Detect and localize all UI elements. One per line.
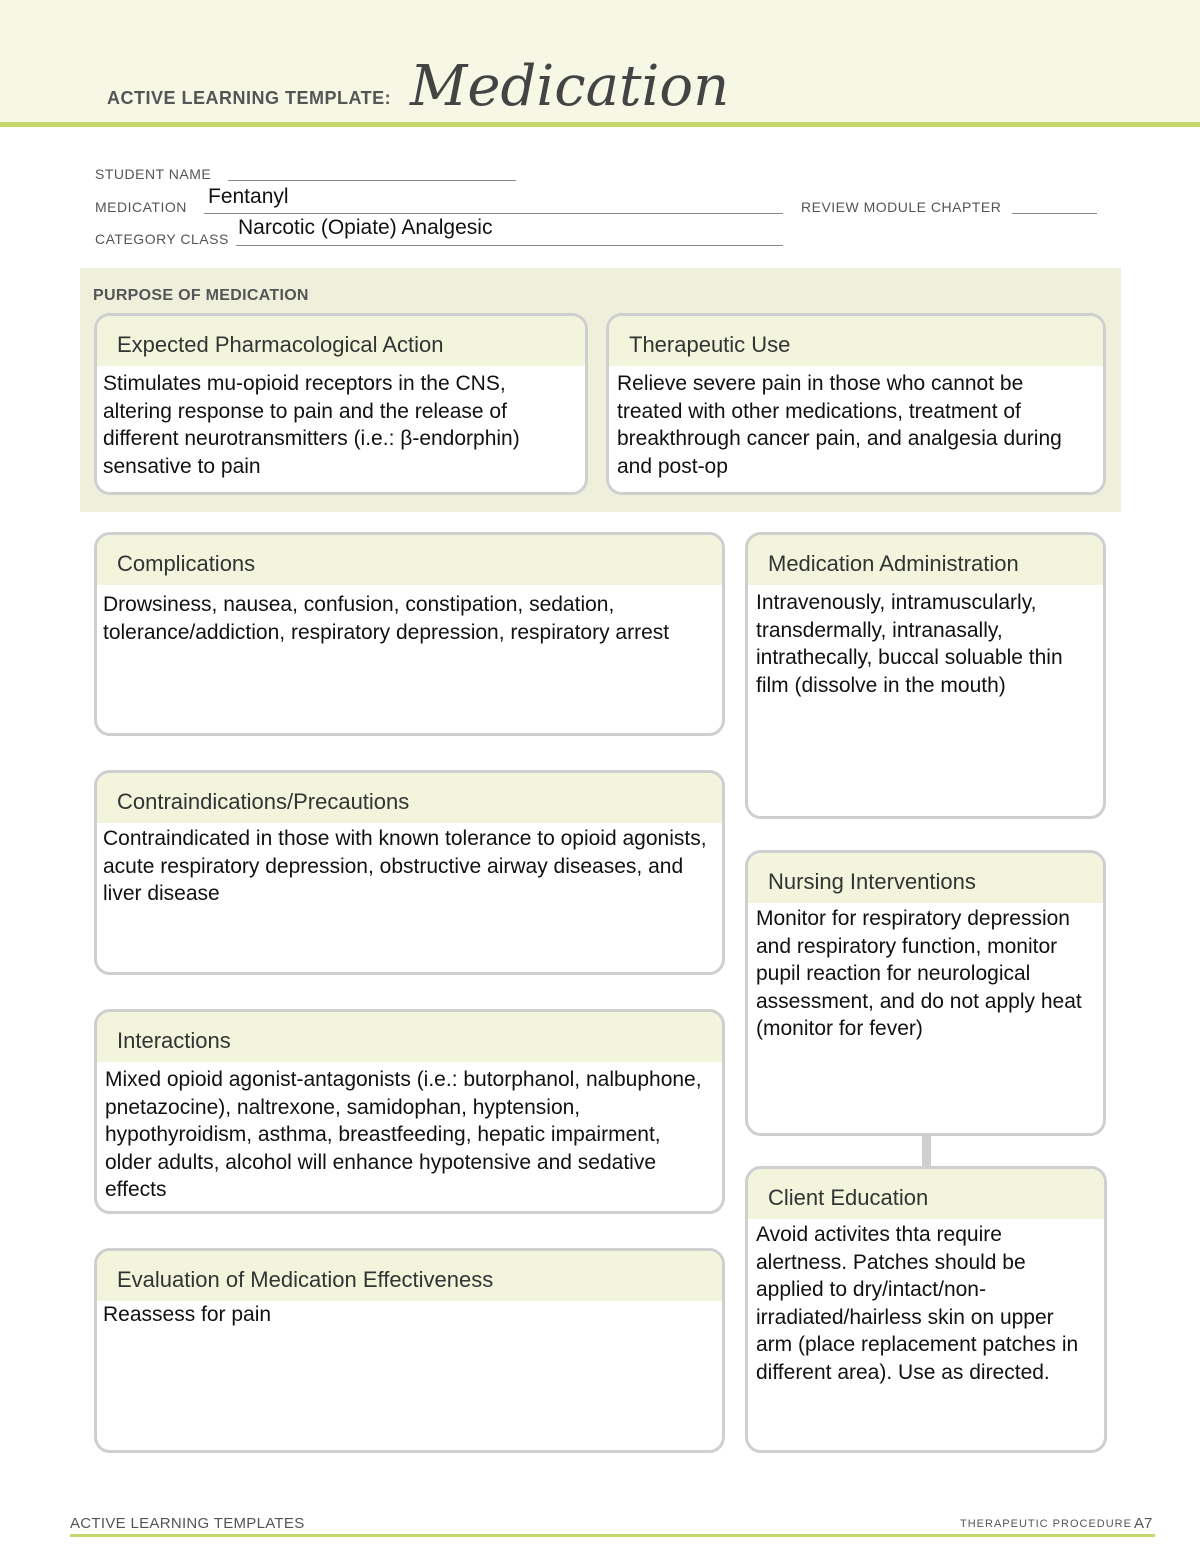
administration-box [745,532,1106,819]
category-class-field-line [236,245,783,246]
expected-action-box [94,313,588,495]
evaluation-box [94,1248,725,1453]
student-name-label: STUDENT NAME [95,166,212,182]
category-class-field[interactable]: Narcotic (Opiate) Analgesic [238,216,493,239]
interactions-text[interactable]: Mixed opioid agonist-antagonists (i.e.: butorphanol, nalbuphone, pnetazocine), naltrexone, samidophan, hyptension, hypothyroidism, asthma, breastfeeding, hepatic impairment, older adults, alcohol will enhance hypotensive and sedative effects [105,1068,702,1201]
contraindications-title: Contraindications/Precautions [97,773,722,823]
contraindications-text[interactable]: Contraindicated in those with known tolerance to opioid agonists, acute respiratory depression, obstructive airway diseases, and liver disease [103,827,707,905]
page-title: Medication [410,54,730,119]
client-education-title: Client Education [748,1169,1104,1219]
expected-action-title: Expected Pharmacological Action [97,316,585,366]
purpose-label: PURPOSE OF MEDICATION [93,287,309,304]
footer-section: THERAPEUTIC PROCEDURE [960,1518,1132,1530]
interactions-box [94,1009,725,1214]
complications-title: Complications [97,535,722,585]
footer-rule [70,1534,1155,1537]
client-education-box [745,1166,1107,1453]
administration-text[interactable]: Intravenously, intramuscularly, transdermally, intranasally, intrathecally, buccal soluable thin film (dissolve in the mouth) [756,591,1063,697]
complications-box [94,532,725,736]
review-module-field[interactable] [1012,213,1097,214]
medication-field[interactable]: Fentanyl [208,185,289,208]
contraindications-box [94,770,725,975]
medication-field-line [204,213,783,214]
therapeutic-use-text[interactable]: Relieve severe pain in those who cannot be treated with other medications, treatment of breakthrough cancer pain, and analgesia during and post-op [617,372,1062,478]
category-class-label: CATEGORY CLASS [95,231,229,247]
header-rule [0,122,1200,127]
box-connector [922,1135,931,1167]
complications-text[interactable]: Drowsiness, nausea, confusion, constipation, sedation, tolerance/addiction, respiratory depression, respiratory arrest [103,593,670,644]
student-name-field[interactable] [228,180,516,181]
expected-action-text[interactable]: Stimulates mu-opioid receptors in the CNS, altering response to pain and the release of different neurotransmitters (i.e.: β-endorphin) sensative to pain [103,372,520,478]
administration-title: Medication Administration [748,535,1103,585]
review-module-label: REVIEW MODULE CHAPTER [801,199,1002,215]
footer-title: ACTIVE LEARNING TEMPLATES [70,1515,305,1532]
evaluation-text[interactable]: Reassess for pain [103,1303,272,1326]
client-education-text[interactable]: Avoid activites thta require alertness. Patches should be applied to dry/intact/non-irradiated/hairless skin on upper arm (place replacement patches in different area). Use as directed. [756,1223,1079,1384]
nursing-interventions-title: Nursing Interventions [748,853,1103,903]
evaluation-title: Evaluation of Medication Effectiveness [97,1251,722,1301]
interactions-title: Interactions [97,1012,722,1062]
nursing-interventions-text[interactable]: Monitor for respiratory depression and respiratory function, monitor pupil reaction for neurological assessment, and do not apply heat (monitor for fever) [756,907,1082,1040]
therapeutic-use-box [606,313,1106,495]
therapeutic-use-title: Therapeutic Use [609,316,1103,366]
medication-label: MEDICATION [95,199,187,215]
page-number: A7 [1134,1515,1153,1532]
template-label: ACTIVE LEARNING TEMPLATE: [107,88,392,108]
nursing-interventions-box [745,850,1106,1136]
